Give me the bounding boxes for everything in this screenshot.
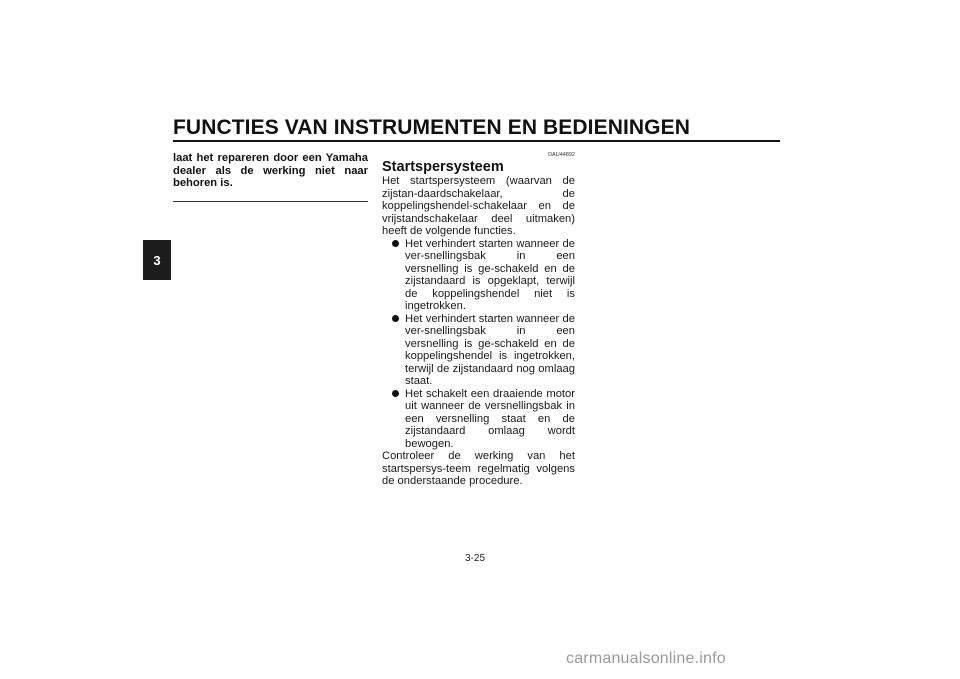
intro-paragraph: Het startspersysteem (waarvan de zijstan-daardschakelaar, de koppelingshendel-schakelaar en de vrijstandschakelaar deel uitmaken) heeft de volgende functies.	[382, 175, 575, 237]
function-list	[382, 238, 575, 451]
list-item	[382, 238, 575, 313]
list-item	[382, 313, 575, 388]
warning-divider	[173, 201, 368, 202]
bullet-icon	[392, 390, 399, 397]
watermark: carmanualsonline.info	[566, 650, 726, 667]
page-title: FUNCTIES VAN INSTRUMENTEN EN BEDIENINGEN	[173, 116, 690, 139]
page-number: 3-25	[465, 553, 486, 564]
list-item-text: Het verhindert starten wanneer de ver-snellingsbak in een versnelling is ge-schakeld en de koppelingshendel is ingetrokken, terwijl de zijstandaard nog omlaag staat.	[405, 312, 575, 387]
right-column	[382, 152, 575, 488]
title-divider	[173, 140, 780, 142]
section-heading: Startspersysteem	[382, 159, 504, 175]
list-item-text: Het verhindert starten wanneer de ver-snellingsbak in een versnelling is ge-schakeld en de zijstandaard is opgeklapt, terwijl de koppelingshendel niet is ingetrokken.	[405, 237, 575, 312]
warning-text: laat het repareren door een Yamaha dealer als de werking niet naar behoren is.	[173, 152, 368, 189]
closing-paragraph: Controleer de werking van het startspersys-teem regelmatig volgens de onderstaande procedure.	[382, 450, 575, 487]
section-code: DAU44892	[548, 152, 575, 158]
list-item	[382, 388, 575, 451]
chapter-tab: 3	[143, 240, 171, 280]
bullet-icon	[392, 315, 399, 322]
list-item-text: Het schakelt een draaiende motor uit wanneer de versnellingsbak in een versnelling staat en de zijstandaard omlaag wordt bewogen.	[405, 387, 575, 450]
bullet-icon	[392, 240, 399, 247]
left-column	[173, 152, 368, 202]
